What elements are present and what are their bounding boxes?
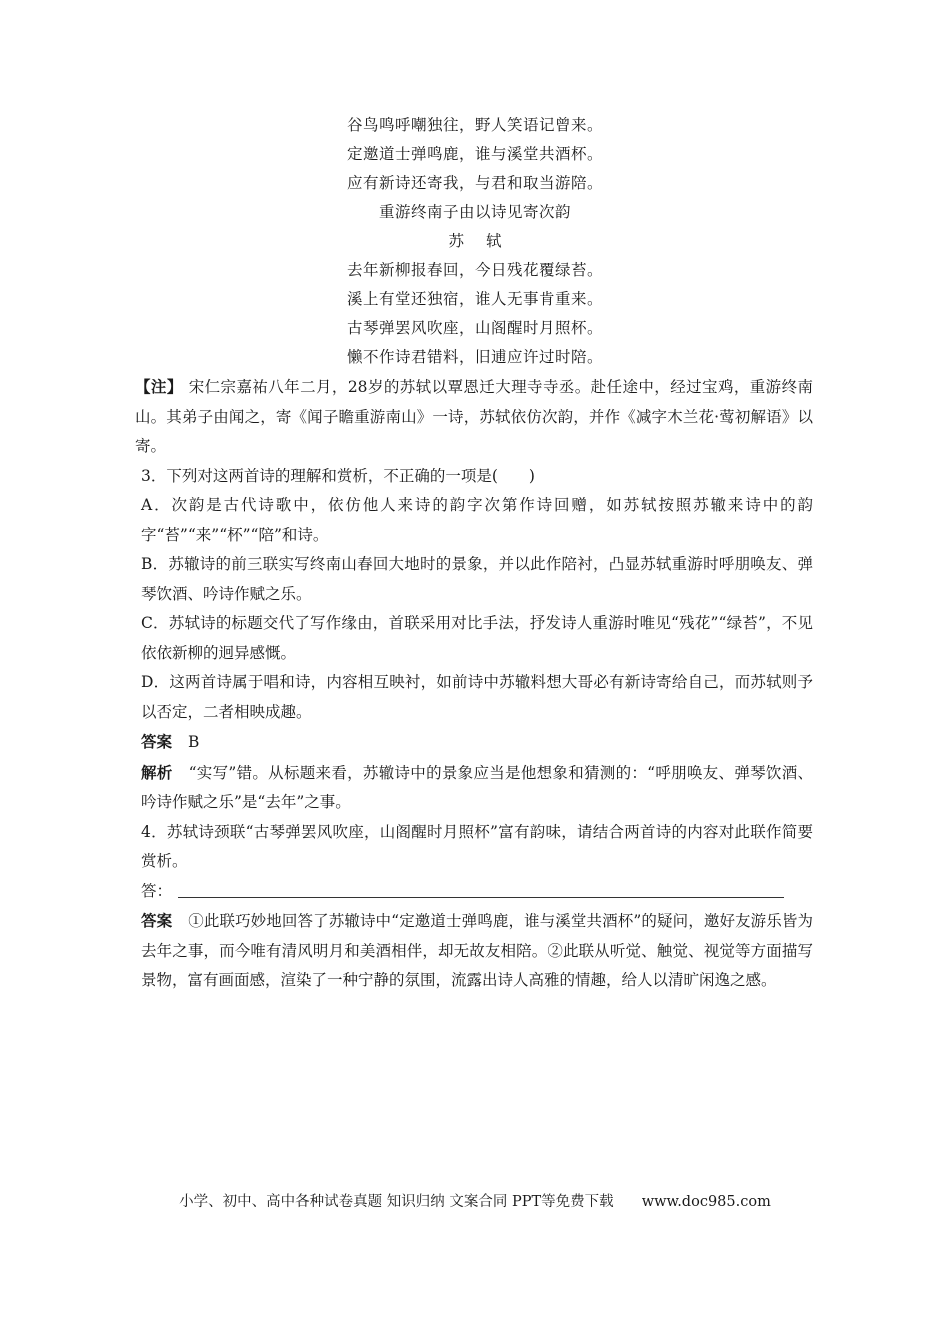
main-text bbox=[135, 372, 813, 996]
answer-3 bbox=[141, 727, 813, 758]
option-b: B．苏辙诗的前三联实写终南山春回大地时的景象，并以此作陪衬，凸显苏轼重游时呼朋唤友、弹琴饮酒、吟诗作赋之乐。 bbox=[141, 555, 813, 603]
analysis-label: 解析 bbox=[141, 762, 173, 782]
answer-value: B bbox=[188, 733, 200, 751]
answer-line[interactable] bbox=[178, 885, 784, 898]
poem-1 bbox=[0, 111, 950, 372]
poem-line: 定邀道士弹鸣鹿，谁与溪堂共酒杯。 bbox=[346, 145, 603, 163]
note-paragraph bbox=[135, 372, 813, 462]
analysis-3 bbox=[141, 758, 813, 818]
question-4-stem: 4．苏轼诗颈联“古琴弹罢风吹座，山阁醒时月照杯”富有韵味，请结合两首诗的内容对此联作简要赏析。 bbox=[141, 822, 813, 870]
poem-line: 古琴弹罢风吹座，山阁醒时月照杯。 bbox=[346, 319, 603, 337]
author-char: 苏 bbox=[448, 232, 464, 250]
answer-text: ①此联巧妙地回答了苏辙诗中“定邀道士弹鸣鹿，谁与溪堂共酒杯”的疑问，邀好友游乐皆为去年之事，而今唯有清风明月和美酒相伴，却无故友相陪。②此联从听觉、触觉、视觉等方面描写景物，富有画面感，渲染了一种宁静的氛围，流露出诗人高雅的情趣，给人以清旷闲逸之感。 bbox=[141, 912, 813, 989]
note-text: 宋仁宗嘉祐八年二月，28岁的苏轼以覃恩迁大理寺寺丞。赴任途中，经过宝鸡，重游终南山。其弟子由闻之，寄《闻子瞻重游南山》一诗，苏轼依仿次韵，并作《减字木兰花·莺初解语》以寄。 bbox=[135, 378, 813, 455]
option-a: A．次韵是古代诗歌中，依仿他人来诗的韵字次第作诗回赠，如苏轼按照苏辙来诗中的韵字“苔”“来”“杯”“陪”和诗。 bbox=[141, 496, 813, 544]
poem-line: 应有新诗还寄我，与君和取当游陪。 bbox=[346, 174, 603, 192]
option-d: D．这两首诗属于唱和诗，内容相互映衬，如前诗中苏辙料想大哥必有新诗寄给自己，而苏轼则予以否定，二者相映成趣。 bbox=[141, 673, 813, 721]
footer bbox=[0, 1190, 950, 1211]
poem-line: 溪上有堂还独宿，谁人无事肯重来。 bbox=[346, 290, 603, 308]
poem-title: 重游终南子由以诗见寄次韵 bbox=[378, 203, 571, 221]
question-3-stem: 3．下列对这两首诗的理解和赏析，不正确的一项是( ) bbox=[141, 466, 535, 485]
answer-label: 答案 bbox=[141, 732, 173, 751]
analysis-text: “实写”错。从标题来看，苏辙诗中的景象应当是他想象和猜测的：“呼朋唤友、弹琴饮酒、吟诗作赋之乐”是“去年”之事。 bbox=[141, 763, 813, 811]
answer-blank bbox=[141, 877, 813, 907]
poem-line: 谷鸟鸣呼嘲独往，野人笑语记曾来。 bbox=[346, 116, 603, 134]
note-label: 【注】 bbox=[135, 377, 183, 396]
answer-label: 答案 bbox=[141, 911, 173, 930]
author-char: 轼 bbox=[486, 232, 502, 250]
footer-url[interactable]: www.doc985.com bbox=[641, 1194, 771, 1210]
poem-line: 去年新柳报春回，今日残花覆绿苔。 bbox=[346, 261, 603, 279]
option-c: C．苏轼诗的标题交代了写作缘由，首联采用对比手法，抒发诗人重游时唯见“残花”“绿苔”，不见依依新柳的迥异感慨。 bbox=[141, 614, 813, 662]
footer-text: 小学、初中、高中各种试卷真题 知识归纳 文案合同 PPT等免费下载 bbox=[179, 1194, 614, 1210]
answer-blank-label: 答： bbox=[141, 881, 173, 900]
poem-author bbox=[0, 227, 950, 256]
answer-4 bbox=[141, 906, 813, 996]
poem-line: 懒不作诗君错料，旧逋应许过时陪。 bbox=[346, 348, 603, 366]
